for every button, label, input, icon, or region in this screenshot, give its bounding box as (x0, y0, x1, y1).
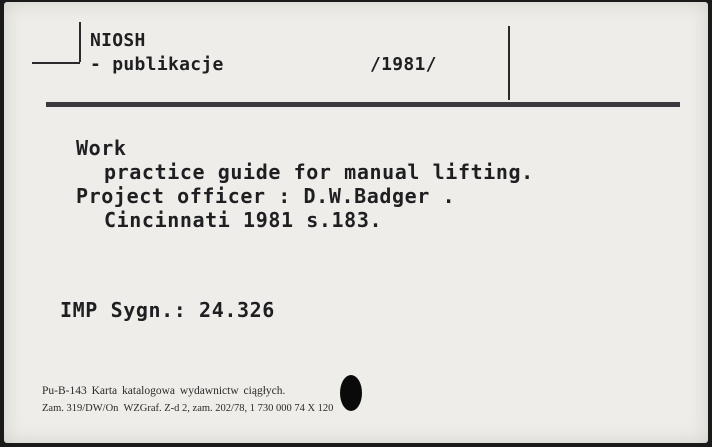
header-divider (46, 102, 680, 107)
entry-title-line2: practice guide for manual lifting. (104, 160, 534, 184)
project-officer-line: Project officer : D.W.Badger . (76, 184, 456, 208)
footer-print-line: Zam. 319/DW/On WZGraf. Z-d 2, zam. 202/78, 1 730 000 74 X 120 (42, 403, 334, 414)
publisher-name: NIOSH (90, 30, 146, 51)
entry-title-line1: Work (76, 136, 127, 160)
catalog-card (4, 2, 708, 443)
shelf-mark: IMP Sygn.: 24.326 (60, 298, 275, 322)
footer-form-line: Pu-B-143 Karta katalogowa wydawnictw ciągłych. (42, 385, 286, 397)
publication-year: /1981/ (370, 54, 437, 75)
header-left-vertical-line (79, 22, 81, 62)
series-label: - publikacje (90, 54, 224, 75)
imprint-line: Cincinnati 1981 s.183. (104, 208, 383, 232)
punch-hole (340, 375, 362, 411)
header-left-underline (32, 62, 80, 64)
header-right-vertical-line (508, 26, 510, 100)
